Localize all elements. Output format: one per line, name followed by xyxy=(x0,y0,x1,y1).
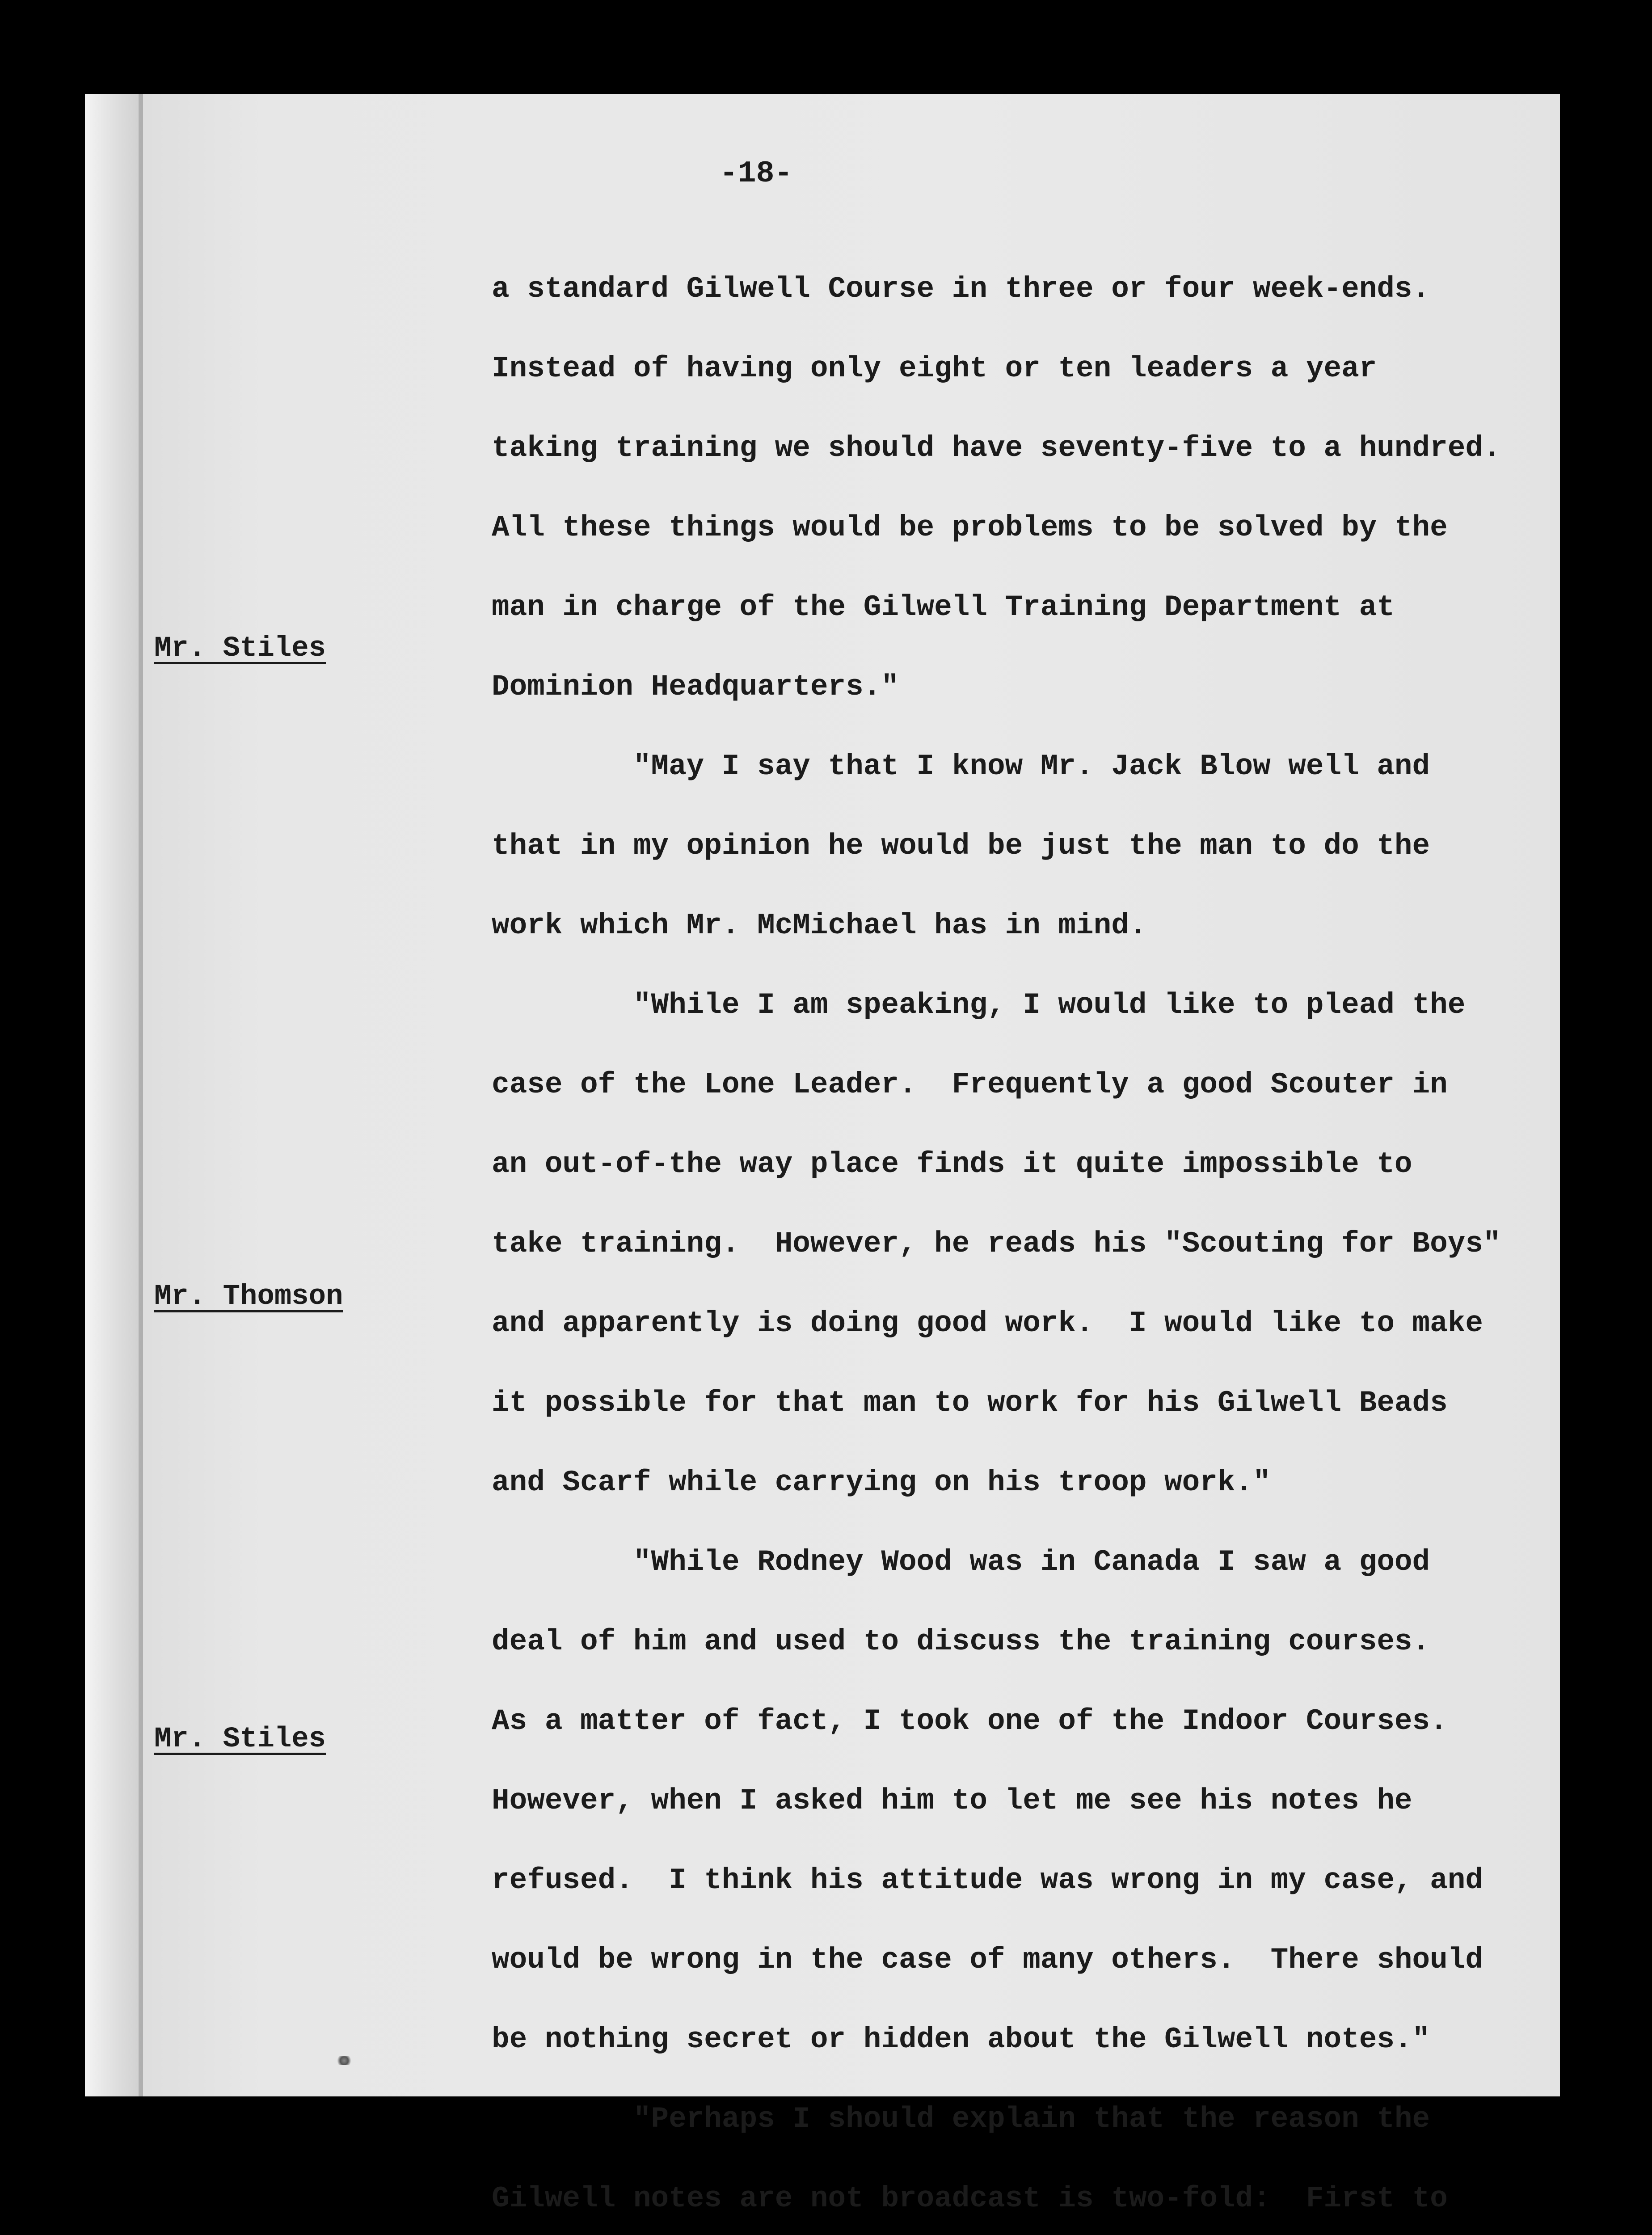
text-line: "May I say that I know Mr. Jack Blow well and xyxy=(492,750,1430,783)
text-line: and Scarf while carrying on his troop work." xyxy=(492,1466,1271,1499)
page-fold-line xyxy=(139,94,143,2096)
speaker-label: Mr. Thomson xyxy=(154,1281,343,1313)
text-line: take training. However, he reads his "Scouting for Boys" xyxy=(492,1227,1501,1261)
page-number: -18- xyxy=(720,156,793,191)
text-line: All these things would be problems to be solved by the xyxy=(492,511,1448,544)
text-line: would be wrong in the case of many others. There should xyxy=(492,1943,1483,1977)
text-line: "While I am speaking, I would like to plead the xyxy=(492,988,1466,1022)
text-line: a standard Gilwell Course in three or four week-ends. xyxy=(492,272,1430,306)
film-speck xyxy=(335,2056,353,2065)
text-line: man in charge of the Gilwell Training Department at xyxy=(492,590,1395,624)
text-line: case of the Lone Leader. Frequently a good Scouter in xyxy=(492,1068,1448,1101)
text-line: deal of him and used to discuss the training courses. xyxy=(492,1625,1430,1658)
text-line: taking training we should have seventy-five to a hundred. xyxy=(492,431,1501,465)
page-left-margin xyxy=(85,94,143,2096)
speaker-label: Mr. Stiles xyxy=(154,633,326,665)
text-line: that in my opinion he would be just the man to do the xyxy=(492,829,1430,863)
text-line: an out-of-the way place finds it quite impossible to xyxy=(492,1147,1412,1181)
document-page xyxy=(85,94,1560,2215)
text-line: As a matter of fact, I took one of the Indoor Courses. xyxy=(492,1704,1448,1738)
body-text xyxy=(492,241,1529,2235)
text-line: Dominion Headquarters." xyxy=(492,670,899,704)
text-line: Instead of having only eight or ten leaders a year xyxy=(492,352,1377,385)
text-line: and apparently is doing good work. I would like to make xyxy=(492,1307,1483,1340)
text-line: However, when I asked him to let me see his notes he xyxy=(492,1784,1412,1818)
text-line: it possible for that man to work for his Gilwell Beads xyxy=(492,1386,1448,1420)
speaker-label: Mr. Stiles xyxy=(154,1723,326,1755)
text-line: "While Rodney Wood was in Canada I saw a good xyxy=(492,1545,1430,1579)
text-line: work which Mr. McMichael has in mind. xyxy=(492,909,1147,942)
text-line: "Perhaps I should explain that the reason the xyxy=(492,2102,1430,2136)
text-line: Gilwell notes are not broadcast is two-fold: First to xyxy=(492,2182,1448,2215)
text-line: be nothing secret or hidden about the Gilwell notes." xyxy=(492,2023,1430,2056)
text-line: refused. I think his attitude was wrong in my case, and xyxy=(492,1864,1483,1897)
